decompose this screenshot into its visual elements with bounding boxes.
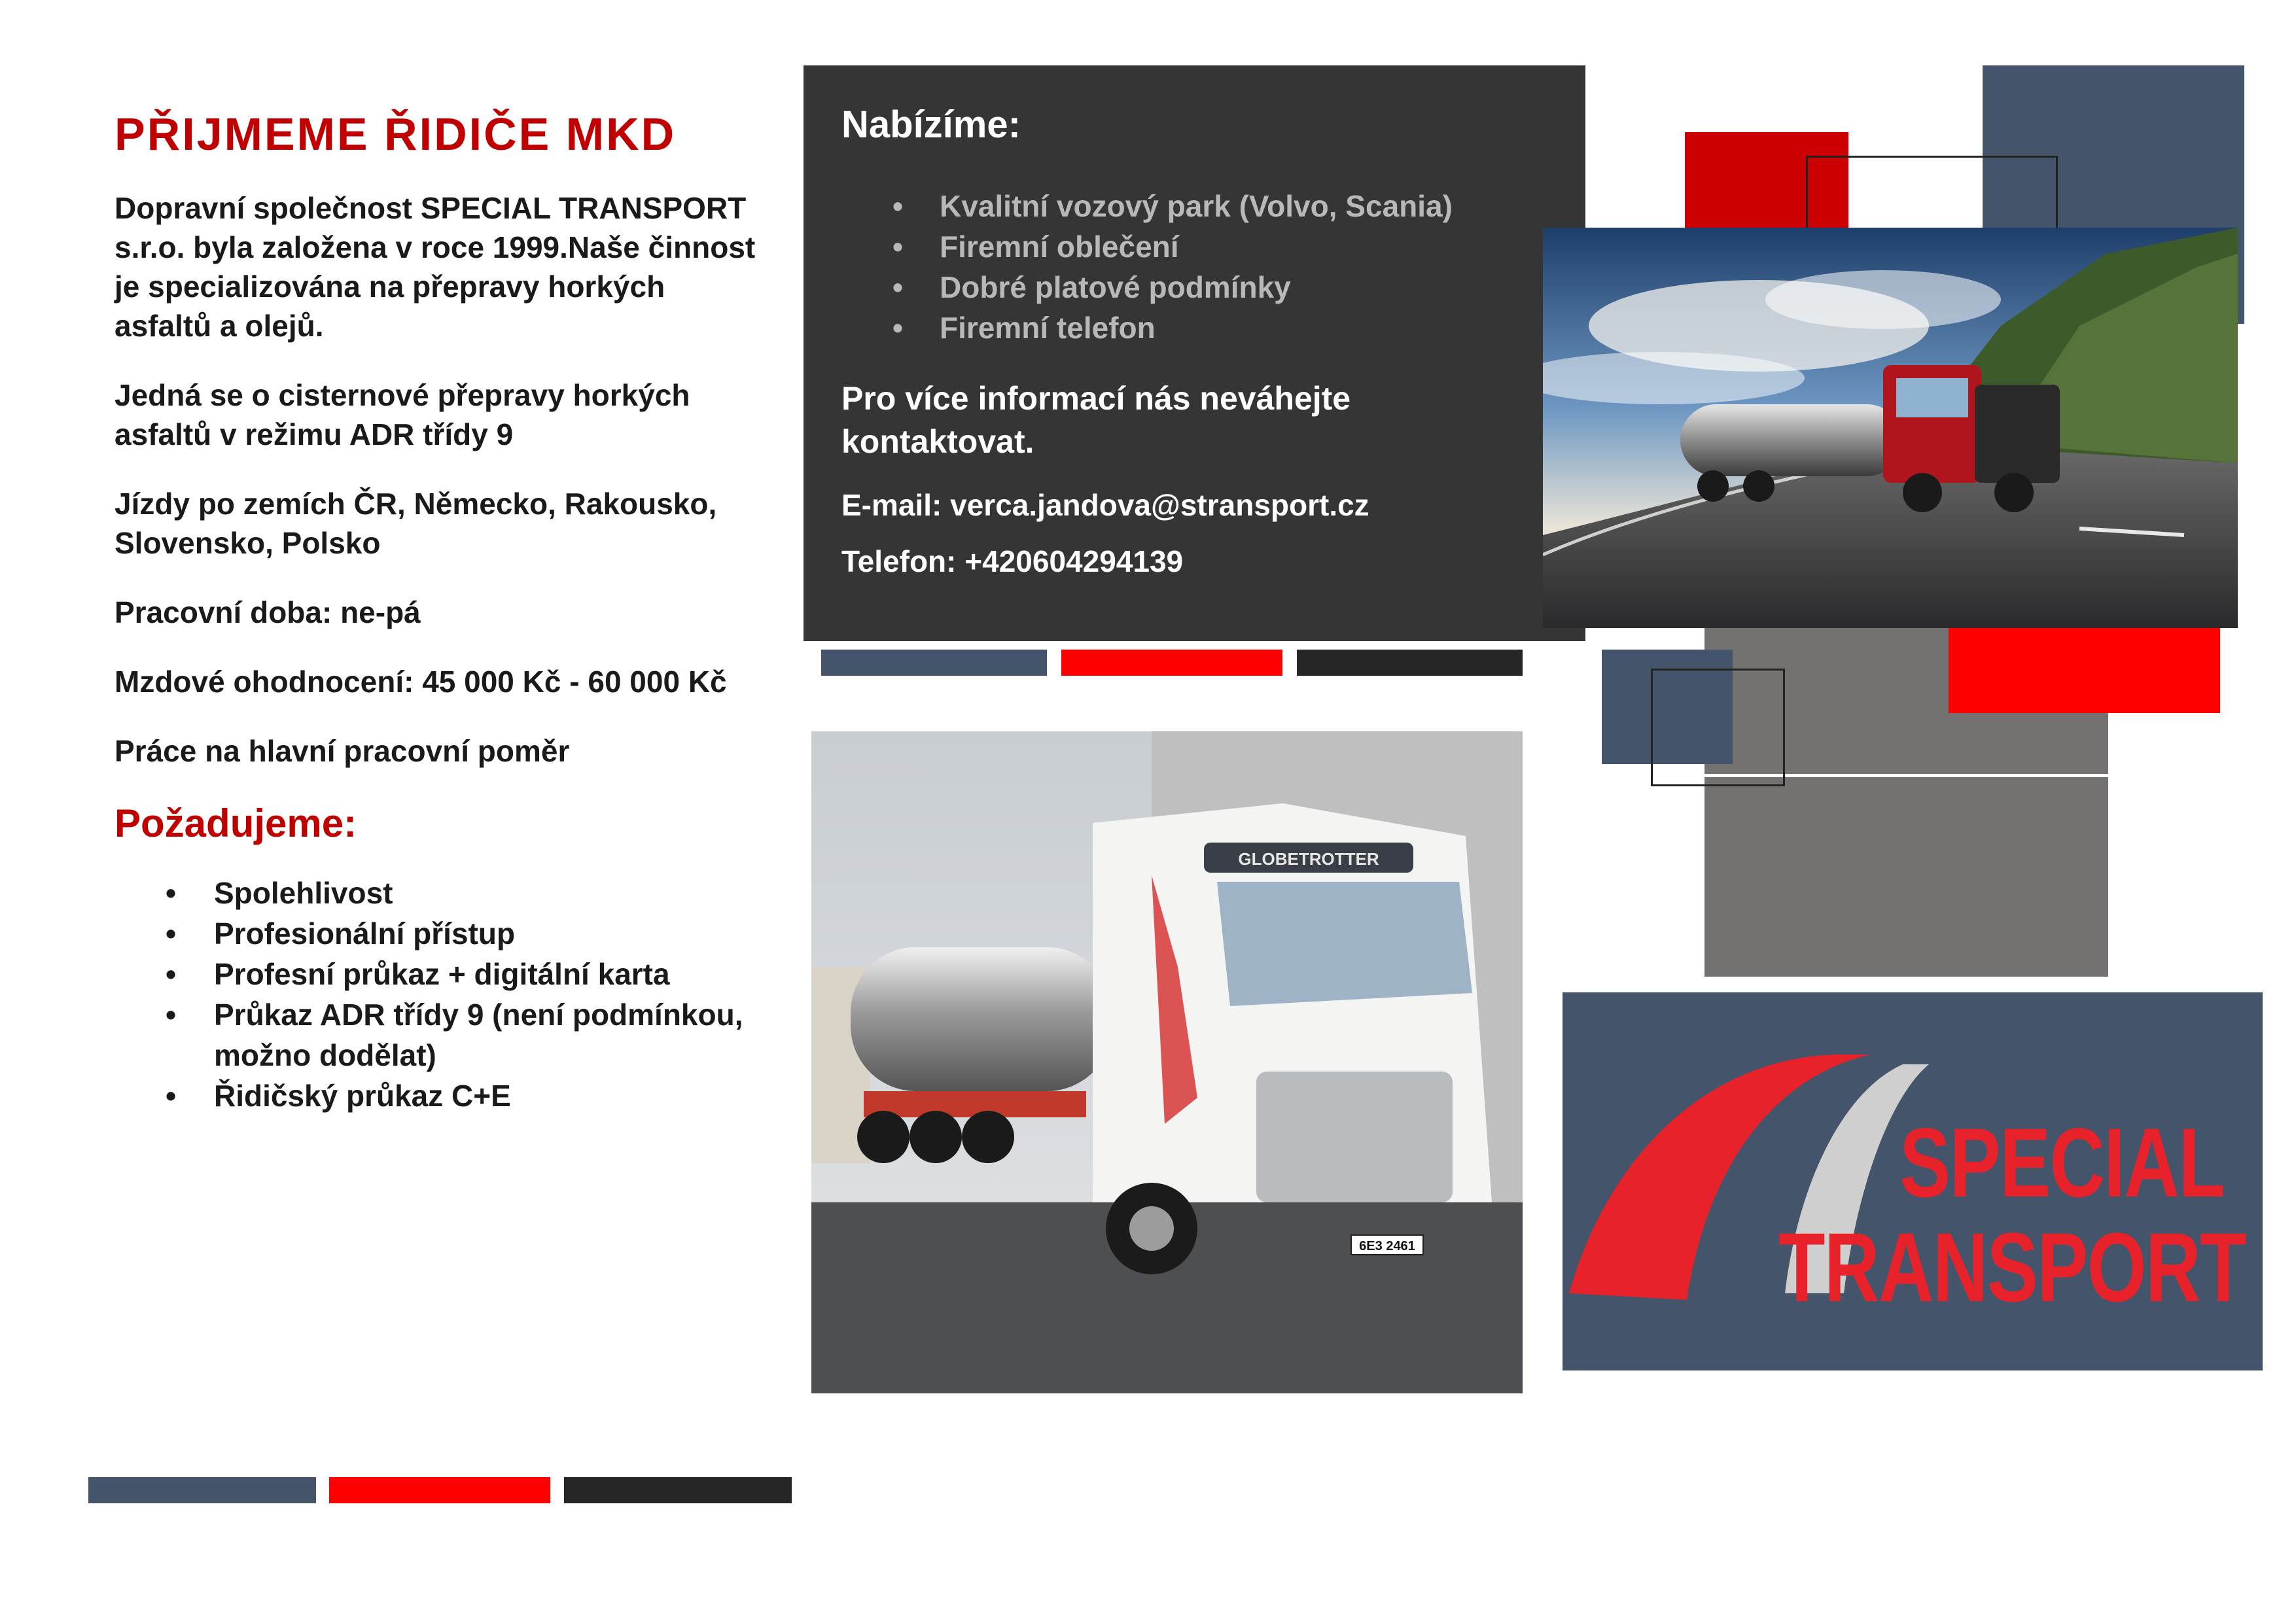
- list-item: [841, 267, 1547, 307]
- photo-truck-volvo: [811, 731, 1523, 1393]
- salary-paragraph: Mzdové ohodnocení: 45 000 Kč - 60 000 Kč: [115, 665, 727, 699]
- offer-box: [804, 65, 1585, 641]
- footer-bar-navy: [88, 1477, 316, 1503]
- offer-item-text: Firemní oblečení: [940, 230, 1179, 264]
- bullet-icon: •: [892, 311, 904, 345]
- requirement-text: Řidičský průkaz C+E: [214, 1079, 511, 1113]
- offer-title: Nabízíme:: [841, 103, 1021, 146]
- photo-truck-road-drawing: [1543, 228, 2238, 628]
- contract-paragraph: Práce na hlavní pracovní poměr: [115, 734, 570, 768]
- list-item: [115, 994, 756, 1075]
- requirement-text: Průkaz ADR třídy 9 (není podmínkou, možno dodělat): [214, 998, 743, 1072]
- contact-email[interactable]: E-mail: verca.jandova@stransport.cz: [841, 488, 1369, 522]
- footer-bar-dark: [564, 1477, 792, 1503]
- divider-bar-red: [1061, 650, 1282, 676]
- requirement-text: Profesní průkaz + digitální karta: [214, 957, 670, 991]
- list-item: [115, 1075, 756, 1116]
- logo-word-transport: TRANSPORT: [1778, 1212, 2246, 1322]
- left-column: [115, 105, 756, 1116]
- requirements-title: Požadujeme:: [115, 801, 357, 845]
- plate-text: 6E3 2461: [1359, 1239, 1415, 1253]
- list-item: [841, 226, 1547, 267]
- offer-list: [841, 186, 1547, 348]
- bullet-icon: •: [166, 1079, 177, 1113]
- logo-word-special: SPECIAL: [1899, 1108, 2225, 1217]
- working-hours-paragraph: Pracovní doba: ne-pá: [115, 595, 421, 629]
- photo-truck-road: [1543, 228, 2238, 628]
- bullet-icon: •: [166, 916, 177, 951]
- deco-outline-bottom: [1651, 669, 1785, 786]
- page-title: PŘIJMEME ŘIDIČE MKD: [115, 109, 677, 160]
- company-logo: [1563, 992, 2263, 1370]
- photo-truck-volvo-drawing: [811, 731, 1523, 1393]
- deco-block-red-right: [1949, 618, 2220, 713]
- requirement-text: Spolehlivost: [214, 876, 393, 910]
- requirements-list: [115, 873, 756, 1116]
- contact-phone[interactable]: Telefon: +420604294139: [841, 544, 1184, 578]
- intro-paragraph: Dopravní společnost SPECIAL TRANSPORT s.r.o. byla založena v roce 1999.Naše činnost je specializována na přepravy horkých asfaltů a olejů.: [115, 191, 756, 343]
- bullet-icon: •: [892, 270, 904, 304]
- bullet-icon: •: [166, 998, 177, 1032]
- footer-bar-red: [329, 1477, 550, 1503]
- offer-item-text: Firemní telefon: [940, 311, 1156, 345]
- countries-paragraph: Jízdy po zemích ČR, Německo, Rakousko, Slovensko, Polsko: [115, 487, 717, 560]
- contact-prompt: Pro více informací nás neváhejte kontaktovat.: [841, 380, 1351, 460]
- list-item: [115, 913, 756, 954]
- divider-bar-dark: [1297, 650, 1523, 676]
- divider-bar-navy: [821, 650, 1047, 676]
- sign-text: GLOBETROTTER: [1238, 849, 1379, 869]
- bullet-icon: •: [892, 189, 904, 223]
- list-item: [841, 307, 1547, 348]
- transport-type-paragraph: Jedná se o cisternové přepravy horkých asfaltů v režimu ADR třídy 9: [115, 378, 690, 451]
- requirement-text: Profesionální přístup: [214, 916, 516, 951]
- bullet-icon: •: [892, 230, 904, 264]
- list-item: [115, 954, 756, 994]
- list-item: [115, 873, 756, 913]
- bullet-icon: •: [166, 876, 177, 910]
- offer-item-text: Dobré platové podmínky: [940, 270, 1291, 304]
- list-item: [841, 186, 1547, 226]
- offer-item-text: Kvalitní vozový park (Volvo, Scania): [940, 189, 1453, 223]
- bullet-icon: •: [166, 957, 177, 991]
